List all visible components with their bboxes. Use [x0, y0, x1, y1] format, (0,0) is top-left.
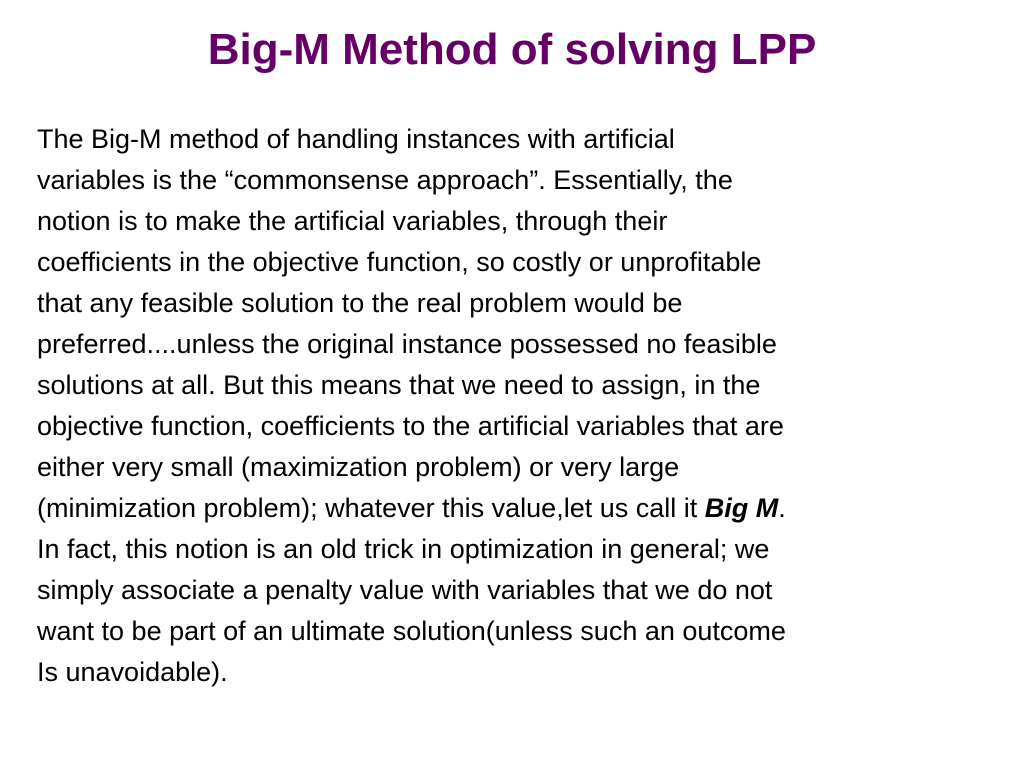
body-line-text: (minimization problem); whatever this value,let us call it [37, 493, 705, 523]
body-line-with-emphasis [37, 488, 997, 529]
body-line: variables is the “commonsense approach”. Essentially, the [37, 165, 733, 195]
body-line: simply associate a penalty value with variables that we do not [37, 575, 773, 605]
body-line: Is unavoidable). [37, 657, 228, 687]
body-line: that any feasible solution to the real problem would be [37, 288, 683, 318]
body-line: coefficients in the objective function, so costly or unprofitable [37, 247, 762, 277]
body-line: The Big-M method of handling instances with artificial [37, 124, 675, 154]
body-line: In fact, this notion is an old trick in optimization in general; we [37, 534, 770, 564]
big-m-emphasis: Big M [704, 493, 779, 523]
body-line: objective function, coefficients to the artificial variables that are [37, 411, 784, 441]
body-line: preferred....unless the original instance possessed no feasible [37, 329, 777, 359]
body-line: notion is to make the artificial variables, through their [37, 206, 668, 236]
slide-body-paragraph [37, 119, 997, 693]
body-line-period: . [778, 493, 786, 523]
slide-title: Big-M Method of solving LPP [207, 25, 817, 74]
body-line: solutions at all. But this means that we need to assign, in the [37, 370, 761, 400]
body-line: want to be part of an ultimate solution(unless such an outcome [37, 616, 786, 646]
body-line: either very small (maximization problem) or very large [37, 452, 680, 482]
